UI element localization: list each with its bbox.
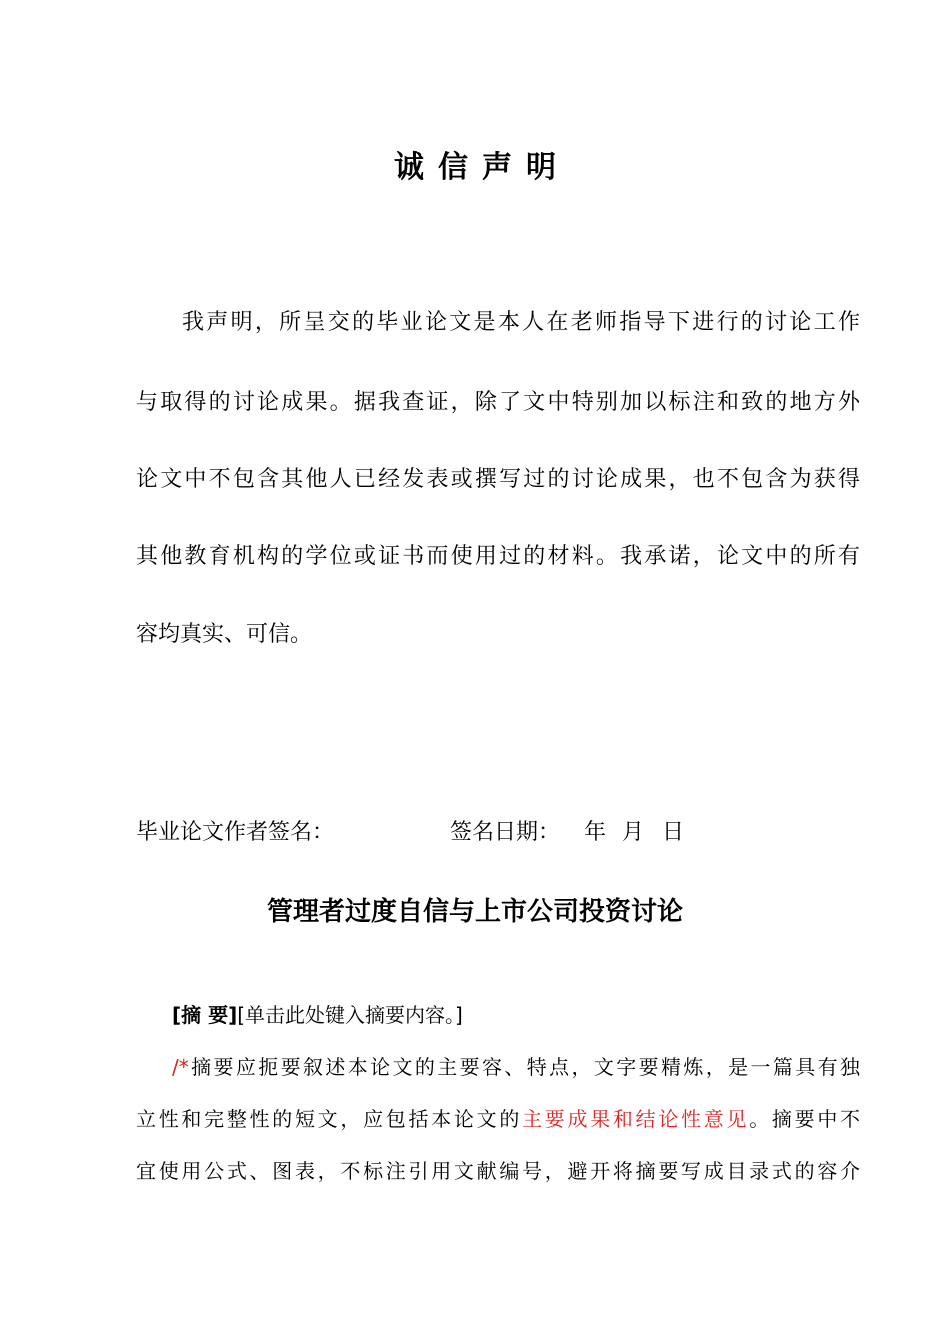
abstract-label: [摘 要] [172,1003,238,1027]
abstract-placeholder[interactable]: [单击此处键入摘要内容。] [237,1003,463,1027]
declaration-line-2: 与取得的讨论成果。据我查证，除了文中特别加以标注和致的地方外 [136,390,860,415]
abstract-guide-line-1 [172,1052,860,1082]
guide-marker: /* [172,1055,189,1079]
year-label: 年 [584,820,607,845]
abstract-guide-line-3: 宜使用公式、图表，不标注引用文献编号，避开将摘要写成目录式的容介 [136,1159,860,1183]
guide-line-1-text: 摘要应扼要叙述本论文的主要容、特点，文字要精炼，是一篇具有独 [188,1055,860,1079]
declaration-title: 诚信声明 [394,150,570,185]
guide-line-2-highlight: 主要成果和结论性意见 [522,1107,750,1131]
guide-line-2-after: 。摘要中不 [749,1107,861,1131]
abstract-guide-line-2 [136,1104,860,1134]
declaration-line-3: 论文中不包含其他人已经发表或撰写过的讨论成果，也不包含为获得 [136,467,860,492]
declaration-line-1: 我声明，所呈交的毕业论文是本人在老师指导下进行的讨论工作 [182,310,860,335]
declaration-line-5: 容均真实、可信。 [136,622,313,647]
declaration-line-4: 其他教育机构的学位或证书而使用过的材料。我承诺，论文中的所有 [136,544,860,569]
date-label: 签名日期： [450,820,561,845]
month-label: 月 [622,820,645,845]
thesis-title: 管理者过度自信与上市公司投资讨论 [266,897,683,927]
day-label: 日 [662,820,685,845]
abstract-heading [172,1000,463,1030]
guide-line-2-before: 立性和完整性的短文，应包括本论文的 [136,1107,523,1131]
signature-row [136,818,860,848]
signature-label: 毕业论文作者签名： [136,820,335,845]
